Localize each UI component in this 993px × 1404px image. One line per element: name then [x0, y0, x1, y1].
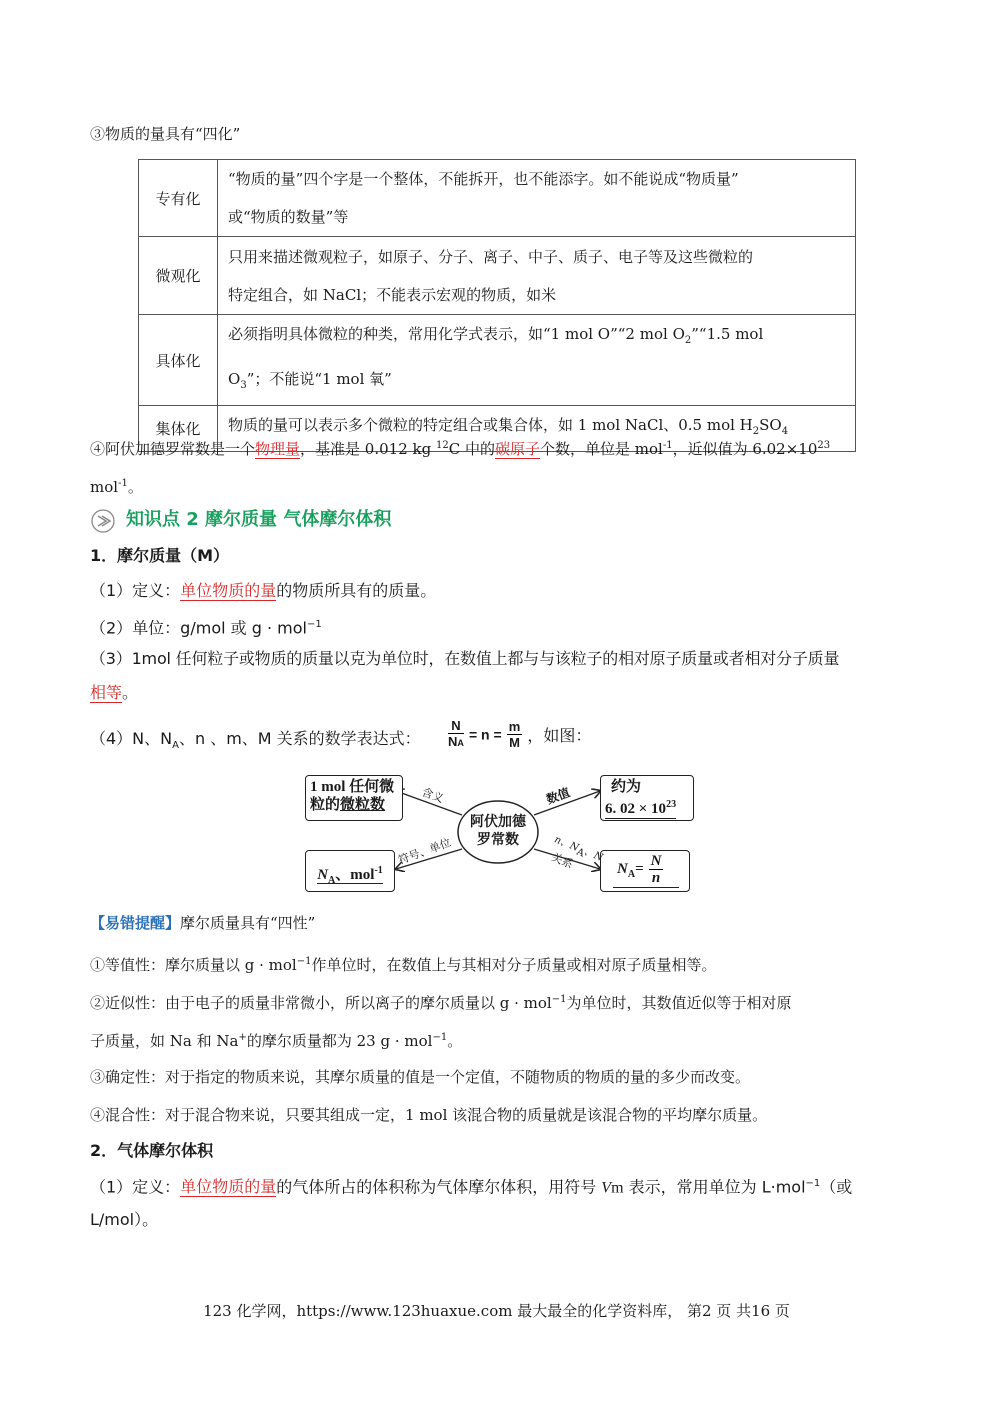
gas-volume-heading: 2．气体摩尔体积 — [90, 1141, 214, 1160]
row-line: $O_3$”；不能说“1 mol 氧” — [228, 370, 392, 391]
reminder-item-cont: 子质量，如 Na 和 Na+的摩尔质量都为 23 g · mol$^{-1}$。 — [90, 1032, 463, 1050]
row-key: 集体化 — [139, 406, 218, 452]
label-symbol-unit: 符号、单位 — [396, 835, 453, 867]
row-line: 物质的量可以表示多个微粒的特定组合或集合体，如 1 mol NaCl、0.5 mol $H_2SO_4$ — [228, 416, 789, 437]
molar-mass-numeric: （3）1mol 任何粒子或物质的质量以克为单位时，在数值上都与与该粒子的相对原子质量或者相对分子质量 — [90, 649, 840, 668]
molar-mass-definition: （1）定义：单位物质的量的物质所具有的质量。 — [90, 581, 437, 600]
highlight-term: 单位物质的量 — [180, 581, 277, 600]
fraction-n-over-na: $\frac{N}{NA}$ — [448, 718, 464, 749]
label-value: 数值 — [544, 785, 572, 807]
row-key: 微观化 — [139, 237, 218, 315]
box-relation: $N_A=$ N n — [600, 850, 690, 892]
avogadro-definition: ④阿伏加德罗常数是一个物理量，基准是 0.012 kg $^{12}$C 中的碳原子个数，单位是 mol$^{-1}$，近似值为 $6.02\times 10^{23}$ — [90, 440, 831, 458]
row-line: “物质的量”四个字是一个整体，不能拆开，也不能添字。如不能说成“物质量” — [228, 170, 739, 188]
fraction-m-over-M: $\frac{m}{M}$ — [508, 719, 521, 750]
highlight-term: 相等 — [90, 683, 123, 702]
table-row — [139, 315, 856, 406]
label-relation: n、$N_A$、N 关系 — [549, 834, 605, 871]
molar-mass-numeric-cont: 相等。 — [90, 683, 139, 702]
row-line: 特定组合，如 NaCl；不能表示宏观的物质，如米 — [228, 285, 557, 304]
avogadro-diagram — [300, 765, 695, 900]
molar-mass-unit: （2）单位：g/mol 或 g · mol$^{-1}$ — [90, 618, 322, 638]
row-value — [218, 237, 856, 315]
reminder-title: 【易错提醒】摩尔质量具有“四性” — [90, 914, 316, 932]
row-key: 专有化 — [139, 160, 218, 237]
four-aspects-table — [138, 159, 856, 452]
highlight-term: 单位物质的量 — [180, 1177, 277, 1197]
highlight-term: 碳原子 — [494, 440, 540, 458]
relationship-formula: （4）N、$N_A$、n 、m、M 关系的数学表达式： — [90, 729, 421, 752]
highlight-term: 物理量 — [255, 440, 301, 458]
row-key: 具体化 — [139, 315, 218, 406]
label-meaning: 含义 — [420, 785, 446, 806]
table-row — [139, 160, 856, 237]
reminder-item: ②近似性：由于电子的质量非常微小，所以离子的摩尔质量以 g · mol$^{-1}$为单位时，其数值近似等于相对原 — [90, 994, 792, 1012]
gas-volume-definition-cont: L/mol）。 — [90, 1210, 159, 1229]
diagram-center: 阿伏加德 罗常数 — [470, 815, 526, 848]
row-value — [218, 160, 856, 237]
page-footer: 123 化学网，https://www.123huaxue.com 最大最全的化学资料库， 第2 页 共16 页 — [203, 1302, 790, 1320]
item3-title: ③物质的量具有“四化” — [90, 125, 241, 143]
reminder-item: ①等值性：摩尔质量以 g · mol$^{-1}$作单位时，在数值上与其相对分子质量或相对原子质量相等。 — [90, 956, 717, 974]
row-line: 只用来描述微观粒子，如原子、分子、离子、中子、质子、电子等及这些微粒的 — [228, 247, 754, 266]
row-value — [218, 315, 856, 406]
reminder-item: ④混合性：对于混合物来说，只要其组成一定，1 mol 该混合物的质量就是该混合物的平均摩尔质量。 — [90, 1106, 768, 1124]
section-title: 知识点 2 摩尔质量 气体摩尔体积 — [126, 509, 392, 530]
reminder-tag: 【易错提醒】 — [90, 914, 181, 932]
table-row — [139, 237, 856, 315]
formula-equation: $\frac{N}{NA}$ = n = $\frac{m}{M}$ ，如图： — [448, 718, 592, 750]
box-symbol-unit: $N_A$、mol$^{-1}$ — [305, 850, 395, 892]
avogadro-definition-cont: mol$^{-1}$。 — [90, 478, 143, 496]
gas-volume-definition: （1）定义：单位物质的量的气体所占的体积称为气体摩尔体积，用符号 Vm 表示，常用单位为 L·mol$^{-1}$（或 — [90, 1177, 853, 1197]
box-meaning: 1 mol 任何微 粒的微粒数 — [305, 775, 403, 821]
section-arrow-icon — [90, 508, 116, 534]
row-line: 或“物质的数量”等 — [228, 208, 349, 226]
row-line: 必须指明具体微粒的种类，常用化学式表示，如“1 mol O”“2 mol $O_2”“1.5$ mol — [228, 325, 764, 346]
box-value: 约为 6. $02 \times 10^{23}$ — [600, 775, 694, 821]
reminder-item: ③确定性：对于指定的物质来说，其摩尔质量的值是一个定值，不随物质的物质的量的多少而改变。 — [90, 1068, 751, 1086]
molar-mass-heading: 1．摩尔质量（M） — [90, 546, 230, 565]
